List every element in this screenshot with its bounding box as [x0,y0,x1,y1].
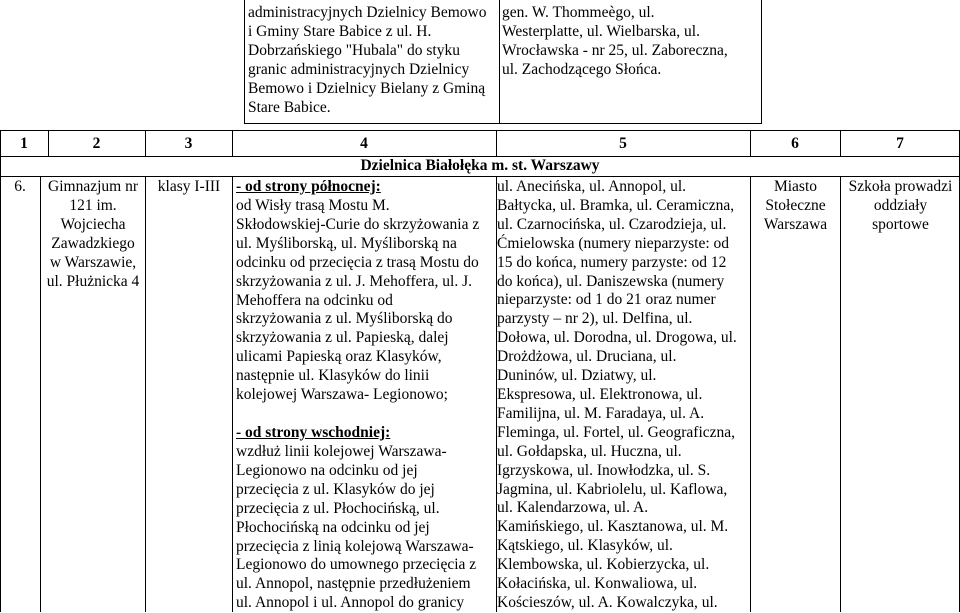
streets-list: ul. Anecińska, ul. Annopol, ul. Bałtycka, ul. Bramka, ul. Ceramiczna, ul. Czarnocińska, ul. Czarodzieja, ul. Ćmielowska (numery nieparzyste: od 15 do końca, numery parzyste: od 12 do końca), ul. Daniszewska (numery nieparzyste: od 1 do 21 oraz numer parzysty – nr 2), ul. Delfina, ul. Dołowa, ul. Dorodna, ul. Drogowa, ul. Drożdżowa, ul. Druciana, ul. Duninów, ul. Dziatwy, ul. Ekspresowa, ul. Elektronowa, ul. Familijna, ul. M. Faradaya, ul. A. Fleminga, ul. Fortel, ul. Geograficzna, ul. Gołdapska, ul. Huczna, ul. Igrzyskowa, ul. Inowłodzka, ul. S. Jagmina, ul. Kabriolelu, ul. Kaflowa, ul. Kalendarzowa, ul. A. Kamińskiego, ul. Kasztanowa, ul. M. Kątskiego, ul. Klasyków, ul. Klembowska, ul. Kobierzycka, ul. Kołacińska, ul. Konwaliowa, ul. Kościeszów, ul. A. Kowalczyka, ul. [497,178,737,611]
col-number-6: 6 [791,135,799,152]
governing-authority: Miasto Stołeczne Warszawa [763,178,828,233]
col-number-4: 4 [360,135,368,152]
east-boundary-text: wzdłuż linii kolejowej Warszawa- Legionowo na odcinku od jej przecięcia z ul. Klasyków do jej przecięcia z ul. Płochocińską, ul. Płochocińską na odcinku od jej przecięcia z linią kolejową Warszawa- Legionowo do umownego przecięcia z ul. Annopol, następnie przedłużeniem ul. Annopol i ul. Annopol do granicy [236,443,477,612]
top-table-divider [499,0,500,124]
district-heading: Dzielnica Białołęka m. st. Warszawy [360,157,600,174]
col-number-7: 7 [896,135,904,152]
school-name: Gimnazjum nr 121 im. Wojciecha Zawadzkiego w Warszawie, ul. Płużnicka 4 [46,178,140,290]
col-number-3: 3 [184,135,193,152]
north-boundary-text: od Wisły trasą Mostu M. Skłodowskiej-Curie do skrzyżowania z ul. Myśliborską, ul. Myśliborską na odcinku od przecięcia z trasą Mostu do skrzyżowania z ul. J. Mehoffera, ul. J. Mehoffera na odcinku od skrzyżowania z ul. Myśliborską do skrzyżowania z ul. Papieską, dalej ulicami Papieską oraz Klasyków, następnie ul. Klasyków do linii kolejowej Warszawa- Legionowo; [236,197,480,404]
top-col4-text: administracyjnych Dzielnicy Bemowo i Gminy Stare Babice z ul. H. Dobrzańskiego "Hubala" do styku granic administracyjnych Dzielnicy Bemowo i Dzielnicy Bielany z Gminą Stare Babice. [248,4,487,116]
school-type-note: Szkoła prowadzi oddziały sportowe [848,178,953,233]
north-boundary-heading: - od strony północnej: [236,178,381,195]
col-number-1: 1 [20,135,28,152]
col-number-5: 5 [619,135,627,152]
east-boundary-heading: - od strony wschodniej: [236,424,391,441]
row-lp: 6. [14,178,26,195]
top-col5-text: gen. W. Thommeègo, ul. Westerplatte, ul. Wielbarska, ul. Wrocławska - nr 25, ul. Zaboreczna, ul. Zachodzącego Słońca. [502,4,728,78]
col-number-2: 2 [92,135,101,152]
school-classes: klasy I-III [157,178,221,195]
district-row-bottom [0,176,960,177]
